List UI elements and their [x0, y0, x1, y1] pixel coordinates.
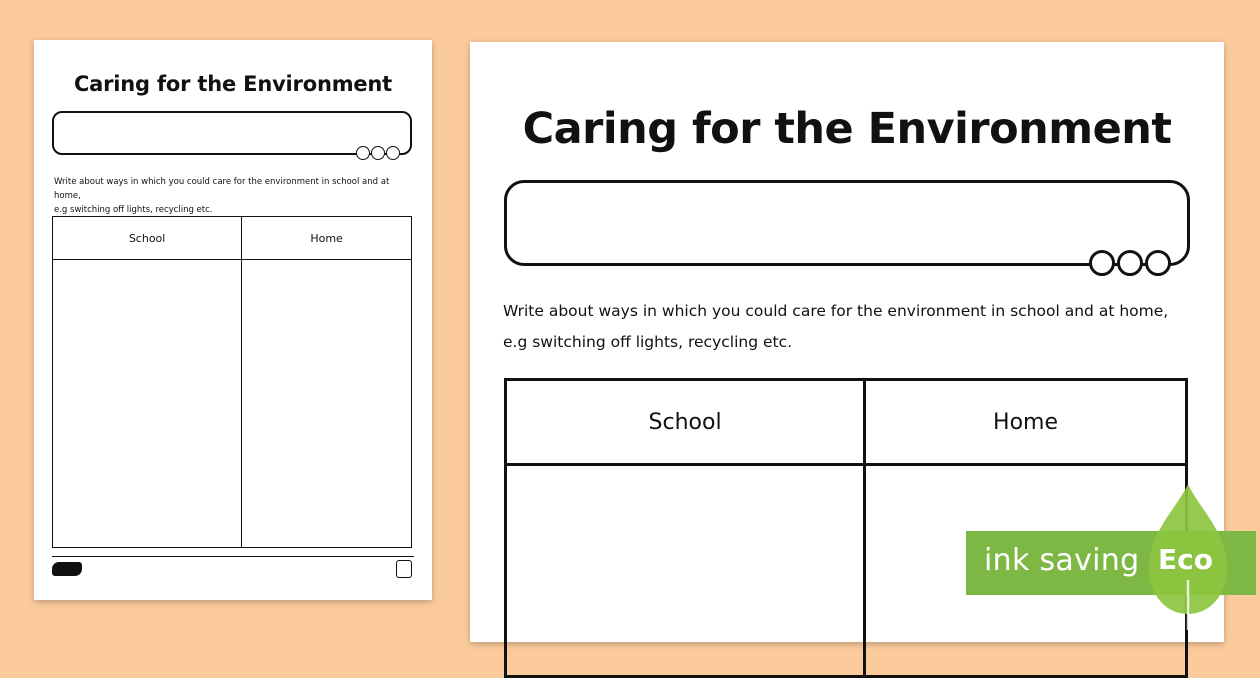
publisher-logo-icon: [52, 562, 82, 576]
decorative-circles: [1087, 250, 1171, 276]
page-title: Caring for the Environment: [522, 104, 1172, 154]
answer-table: [52, 216, 412, 548]
school-answer-cell: [506, 465, 865, 677]
name-box: [52, 111, 412, 155]
home-answer-cell: [242, 260, 412, 548]
worksheet-thumbnail[interactable]: [34, 40, 432, 600]
name-box: [504, 180, 1190, 266]
instructions-line-1: Write about ways in which you could care for the environment in school and at home,: [54, 177, 390, 201]
footer-divider: [52, 556, 414, 557]
instructions-line-2: e.g switching off lights, recycling etc.: [503, 333, 793, 351]
instructions: [54, 175, 414, 217]
column-header-home: Home: [242, 217, 412, 260]
column-header-home: Home: [865, 380, 1187, 465]
answer-table: [504, 378, 1188, 678]
school-answer-cell: [53, 260, 242, 548]
decorative-circles: [355, 146, 400, 160]
checkmark-logo-icon: [396, 560, 412, 578]
column-header-school: School: [53, 217, 242, 260]
instructions: [503, 296, 1193, 358]
instructions-line-1: Write about ways in which you could care for the environment in school and at home,: [503, 302, 1169, 320]
ink-saving-label: ink saving: [984, 543, 1140, 578]
instructions-line-2: e.g switching off lights, recycling etc.: [54, 205, 213, 215]
column-header-school: School: [506, 380, 865, 465]
page-title: Caring for the Environment: [73, 72, 393, 96]
eco-label: Eco: [1158, 543, 1213, 576]
